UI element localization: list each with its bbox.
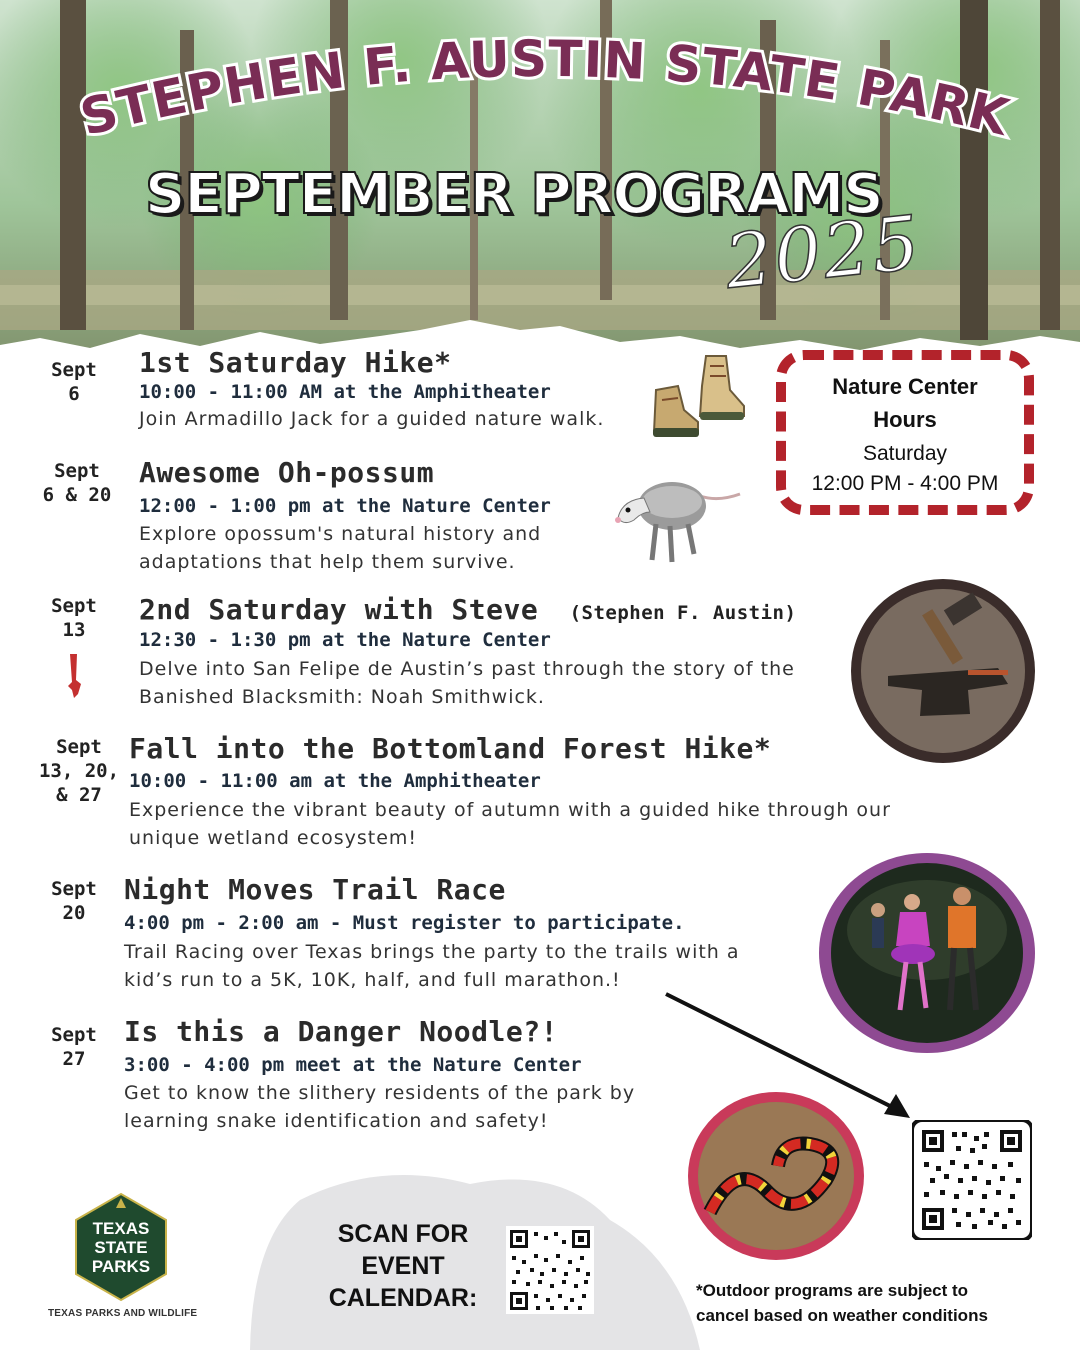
nature-center-day: Saturday xyxy=(862,442,948,465)
event-3-date-month: Sept xyxy=(51,595,97,617)
event-2-time: 12:00 - 1:00 pm at the Nature Center xyxy=(139,495,551,517)
year-script: 2025 xyxy=(721,199,926,306)
nature-center-title-line: Nature Center xyxy=(832,374,978,399)
scan-text-line: EVENT xyxy=(361,1252,445,1280)
event-4-date-days: 13, 20, xyxy=(38,760,120,782)
nature-center-hours-box xyxy=(776,350,1034,515)
logo-line-state: STATE xyxy=(94,1238,148,1257)
event-5-date xyxy=(36,877,112,925)
agency-label: TEXAS PARKS AND WILDLIFE xyxy=(48,1308,198,1319)
opossum-icon xyxy=(600,462,750,572)
event-6-date-month: Sept xyxy=(51,1024,97,1046)
event-1-desc-line: Join Armadillo Jack for a guided nature walk. xyxy=(139,408,605,430)
event-4-desc-line: unique wetland ecosystem! xyxy=(129,827,418,849)
event-5-desc-line: kid’s run to a 5K, 10K, half, and full marathon.! xyxy=(124,969,621,991)
event-4-title: Fall into the Bottomland Forest Hike* xyxy=(129,732,772,765)
hiking-boots-icon xyxy=(648,350,748,442)
event-5-desc-line: Trail Racing over Texas brings the party to the trails with a xyxy=(124,941,740,963)
scan-text-line: SCAN FOR xyxy=(337,1220,469,1248)
event-5-time: 4:00 pm - 2:00 am - Must register to participate. xyxy=(124,912,685,934)
event-4-date-month: Sept xyxy=(56,736,102,758)
svg-text:STEPHEN F. AUSTIN STATE PARK xyxy=(75,30,1016,147)
scan-for-calendar-text xyxy=(318,1218,488,1314)
nature-center-title xyxy=(786,370,1024,436)
scan-text-line: CALENDAR: xyxy=(328,1284,478,1312)
event-2-date xyxy=(34,459,120,507)
event-6-description xyxy=(124,1079,684,1135)
logo-line-parks: PARKS xyxy=(91,1257,151,1276)
event-1-time: 10:00 - 11:00 AM at the Amphitheater xyxy=(139,381,551,403)
nature-center-hours: 12:00 PM - 4:00 PM xyxy=(811,472,999,495)
park-name: STEPHEN F. AUSTIN STATE PARK xyxy=(74,29,1015,148)
event-4-date xyxy=(36,735,122,807)
event-6-title: Is this a Danger Noodle?! xyxy=(124,1015,558,1048)
event-6-desc-line: Get to know the slithery residents of the park by xyxy=(124,1082,636,1104)
disclaimer-line: *Outdoor programs are subject to xyxy=(696,1281,969,1300)
event-3-date-days: 13 xyxy=(62,619,86,641)
event-3-time: 12:30 - 1:30 pm at the Nature Center xyxy=(139,629,551,651)
event-3-title xyxy=(139,593,796,626)
event-3-desc-line: Delve into San Felipe de Austin’s past through the story of the xyxy=(139,658,795,680)
event-2-title: Awesome Oh-possum xyxy=(139,456,435,489)
event-2-desc-line: Explore opossum's natural history and xyxy=(139,523,542,545)
event-6-date xyxy=(36,1023,112,1071)
event-1-date-days: 6 xyxy=(68,383,80,405)
event-2-date-month: Sept xyxy=(54,460,100,482)
texas-map-icon xyxy=(66,654,82,700)
event-3-title-main: 2nd Saturday with Steve xyxy=(139,593,539,626)
event-1-date xyxy=(36,358,112,406)
park-name-arc xyxy=(0,0,1080,160)
logo-line-texas: TEXAS xyxy=(92,1219,150,1238)
event-6-date-days: 27 xyxy=(62,1048,86,1070)
disclaimer-line: cancel based on weather conditions xyxy=(696,1306,988,1325)
event-3-description xyxy=(139,655,839,711)
event-5-title: Night Moves Trail Race xyxy=(124,873,506,906)
event-2-description xyxy=(139,520,609,576)
event-3-title-note: (Stephen F. Austin) xyxy=(569,602,797,624)
nature-center-title-line: Hours xyxy=(873,407,937,432)
event-1-description xyxy=(139,405,659,433)
programs-title: SEPTEMBER PROGRAMS xyxy=(145,162,883,227)
texas-state-parks-logo xyxy=(72,1192,170,1302)
event-5-date-month: Sept xyxy=(51,878,97,900)
event-2-desc-line: adaptations that help them survive. xyxy=(139,551,516,573)
weather-disclaimer xyxy=(696,1278,1056,1328)
coral-snake-photo-icon xyxy=(686,1090,866,1262)
anvil-photo-icon xyxy=(848,576,1038,766)
event-2-date-days: 6 & 20 xyxy=(42,484,112,506)
event-6-desc-line: learning snake identification and safety! xyxy=(124,1110,549,1132)
event-1-date-month: Sept xyxy=(51,359,97,381)
event-5-date-days: 20 xyxy=(62,902,86,924)
calendar-qr-code[interactable] xyxy=(506,1226,594,1314)
header-forest-banner xyxy=(0,0,1080,370)
event-4-description xyxy=(129,796,959,852)
event-6-time: 3:00 - 4:00 pm meet at the Nature Center xyxy=(124,1054,582,1076)
event-3-desc-line: Banished Blacksmith: Noah Smithwick. xyxy=(139,686,545,708)
event-4-date-days-extra: & 27 xyxy=(56,784,102,806)
event-qr-code-large[interactable] xyxy=(912,1120,1032,1240)
event-3-date xyxy=(36,594,112,642)
event-1-title: 1st Saturday Hike* xyxy=(139,346,452,379)
event-4-time: 10:00 - 11:00 am at the Amphitheater xyxy=(129,770,541,792)
event-4-desc-line: Experience the vibrant beauty of autumn with a guided hike through our xyxy=(129,799,891,821)
